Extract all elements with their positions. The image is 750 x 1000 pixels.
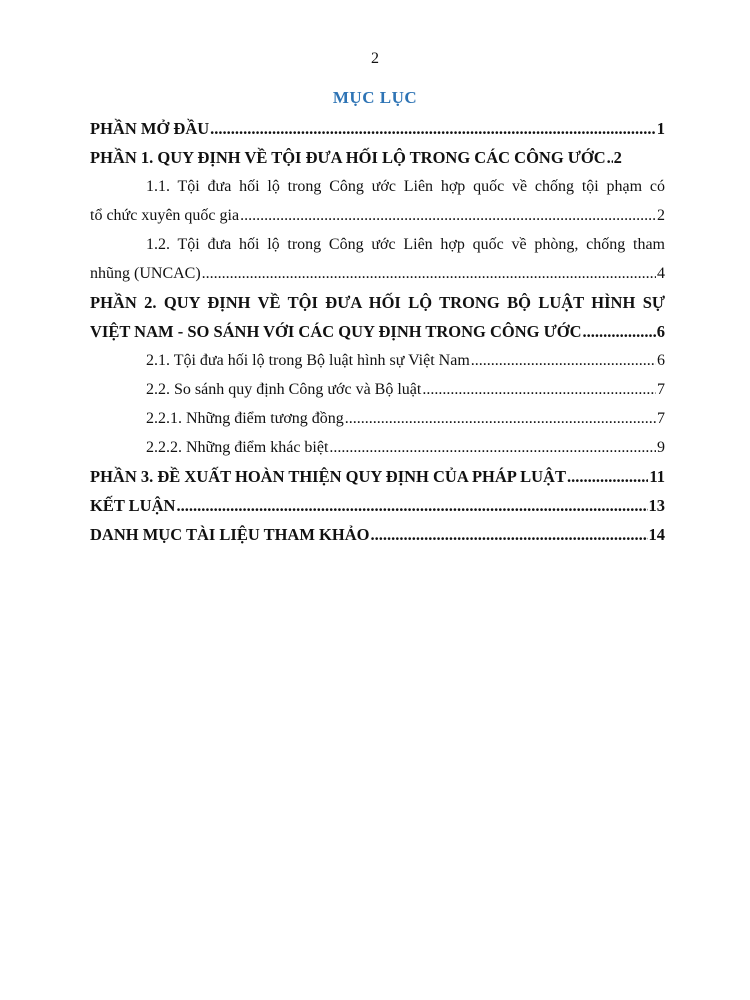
toc-entry-muc-1-1[interactable] (90, 172, 665, 230)
toc-title: MỤC LỤC (332, 88, 418, 107)
toc-entry-page: 6 (657, 352, 665, 369)
toc-entry-muc-1-2[interactable] (90, 230, 665, 288)
table-of-contents (90, 114, 665, 549)
page-number: 2 (371, 50, 379, 67)
dot-leader (345, 404, 656, 433)
toc-entry-page: 13 (648, 496, 665, 515)
toc-entry-phan-2[interactable] (90, 288, 665, 346)
dot-leader (471, 346, 656, 375)
toc-entry-page: 2 (613, 148, 622, 167)
dot-leader (567, 462, 648, 491)
toc-entry-ket-luan[interactable] (90, 491, 665, 520)
toc-entry-text: DANH MỤC TÀI LIỆU THAM KHẢO (90, 525, 370, 544)
dot-leader (329, 433, 656, 462)
dot-leader (583, 317, 656, 346)
dot-leader (422, 375, 656, 404)
dot-leader (176, 491, 647, 520)
toc-entry-page: 7 (657, 410, 665, 427)
toc-entry-muc-2-2-1[interactable] (90, 404, 665, 433)
toc-entry-text-line1: 1.1. Tội đưa hối lộ trong Công ước Liên hợp quốc về chống tội phạm có (146, 178, 665, 195)
toc-entry-page: 11 (649, 467, 665, 486)
toc-entry-text: 2.2. So sánh quy định Công ước và Bộ luật (146, 381, 422, 398)
toc-entry-tai-lieu[interactable] (90, 520, 665, 549)
dot-leader (240, 201, 656, 230)
toc-entry-page: 9 (657, 439, 665, 456)
toc-entry-muc-2-2[interactable] (90, 375, 665, 404)
toc-entry-text: 2.2.2. Những điểm khác biệt (146, 439, 329, 456)
toc-entry-page: 14 (648, 525, 665, 544)
toc-entry-text: PHẦN 3. ĐỀ XUẤT HOÀN THIỆN QUY ĐỊNH CỦA PHÁP LUẬT (90, 467, 566, 486)
toc-entry-page: 7 (657, 381, 665, 398)
toc-entry-muc-2-1[interactable] (90, 346, 665, 375)
toc-entry-text-line2: tổ chức xuyên quốc gia (90, 207, 240, 224)
toc-entry-phan-1[interactable] (90, 143, 665, 172)
toc-entry-text: KẾT LUẬN (90, 496, 176, 515)
toc-entry-muc-2-2-2[interactable] (90, 433, 665, 462)
toc-entry-mo-dau[interactable] (90, 114, 665, 143)
dot-leader (607, 143, 613, 172)
toc-entry-page: 6 (656, 322, 665, 341)
toc-entry-text-line2: VIỆT NAM - SO SÁNH VỚI CÁC QUY ĐỊNH TRONG CÔNG ƯỚC (90, 322, 582, 341)
toc-entry-text: 2.2.1. Những điểm tương đồng (146, 410, 344, 427)
dot-leader (210, 114, 656, 143)
toc-entry-page: 1 (656, 119, 665, 138)
toc-entry-text: 2.1. Tội đưa hối lộ trong Bộ luật hình sự Việt Nam (146, 352, 470, 369)
dot-leader (370, 520, 647, 549)
toc-entry-text: PHẦN 1. QUY ĐỊNH VỀ TỘI ĐƯA HỐI LỘ TRONG CÁC CÔNG ƯỚC (90, 148, 606, 167)
toc-entry-page: 2 (657, 207, 665, 224)
toc-entry-text-line1: 1.2. Tội đưa hối lộ trong Công ước Liên hợp quốc về phòng, chống tham (146, 236, 665, 253)
dot-leader (202, 259, 656, 288)
toc-entry-page: 4 (657, 265, 665, 282)
toc-entry-text: PHẦN MỞ ĐẦU (90, 119, 210, 138)
toc-entry-text-line1: PHẦN 2. QUY ĐỊNH VỀ TỘI ĐƯA HỐI LỘ TRONG BỘ LUẬT HÌNH SỰ (90, 293, 665, 312)
toc-entry-text-line2: nhũng (UNCAC) (90, 265, 201, 282)
toc-entry-phan-3[interactable] (90, 462, 665, 491)
